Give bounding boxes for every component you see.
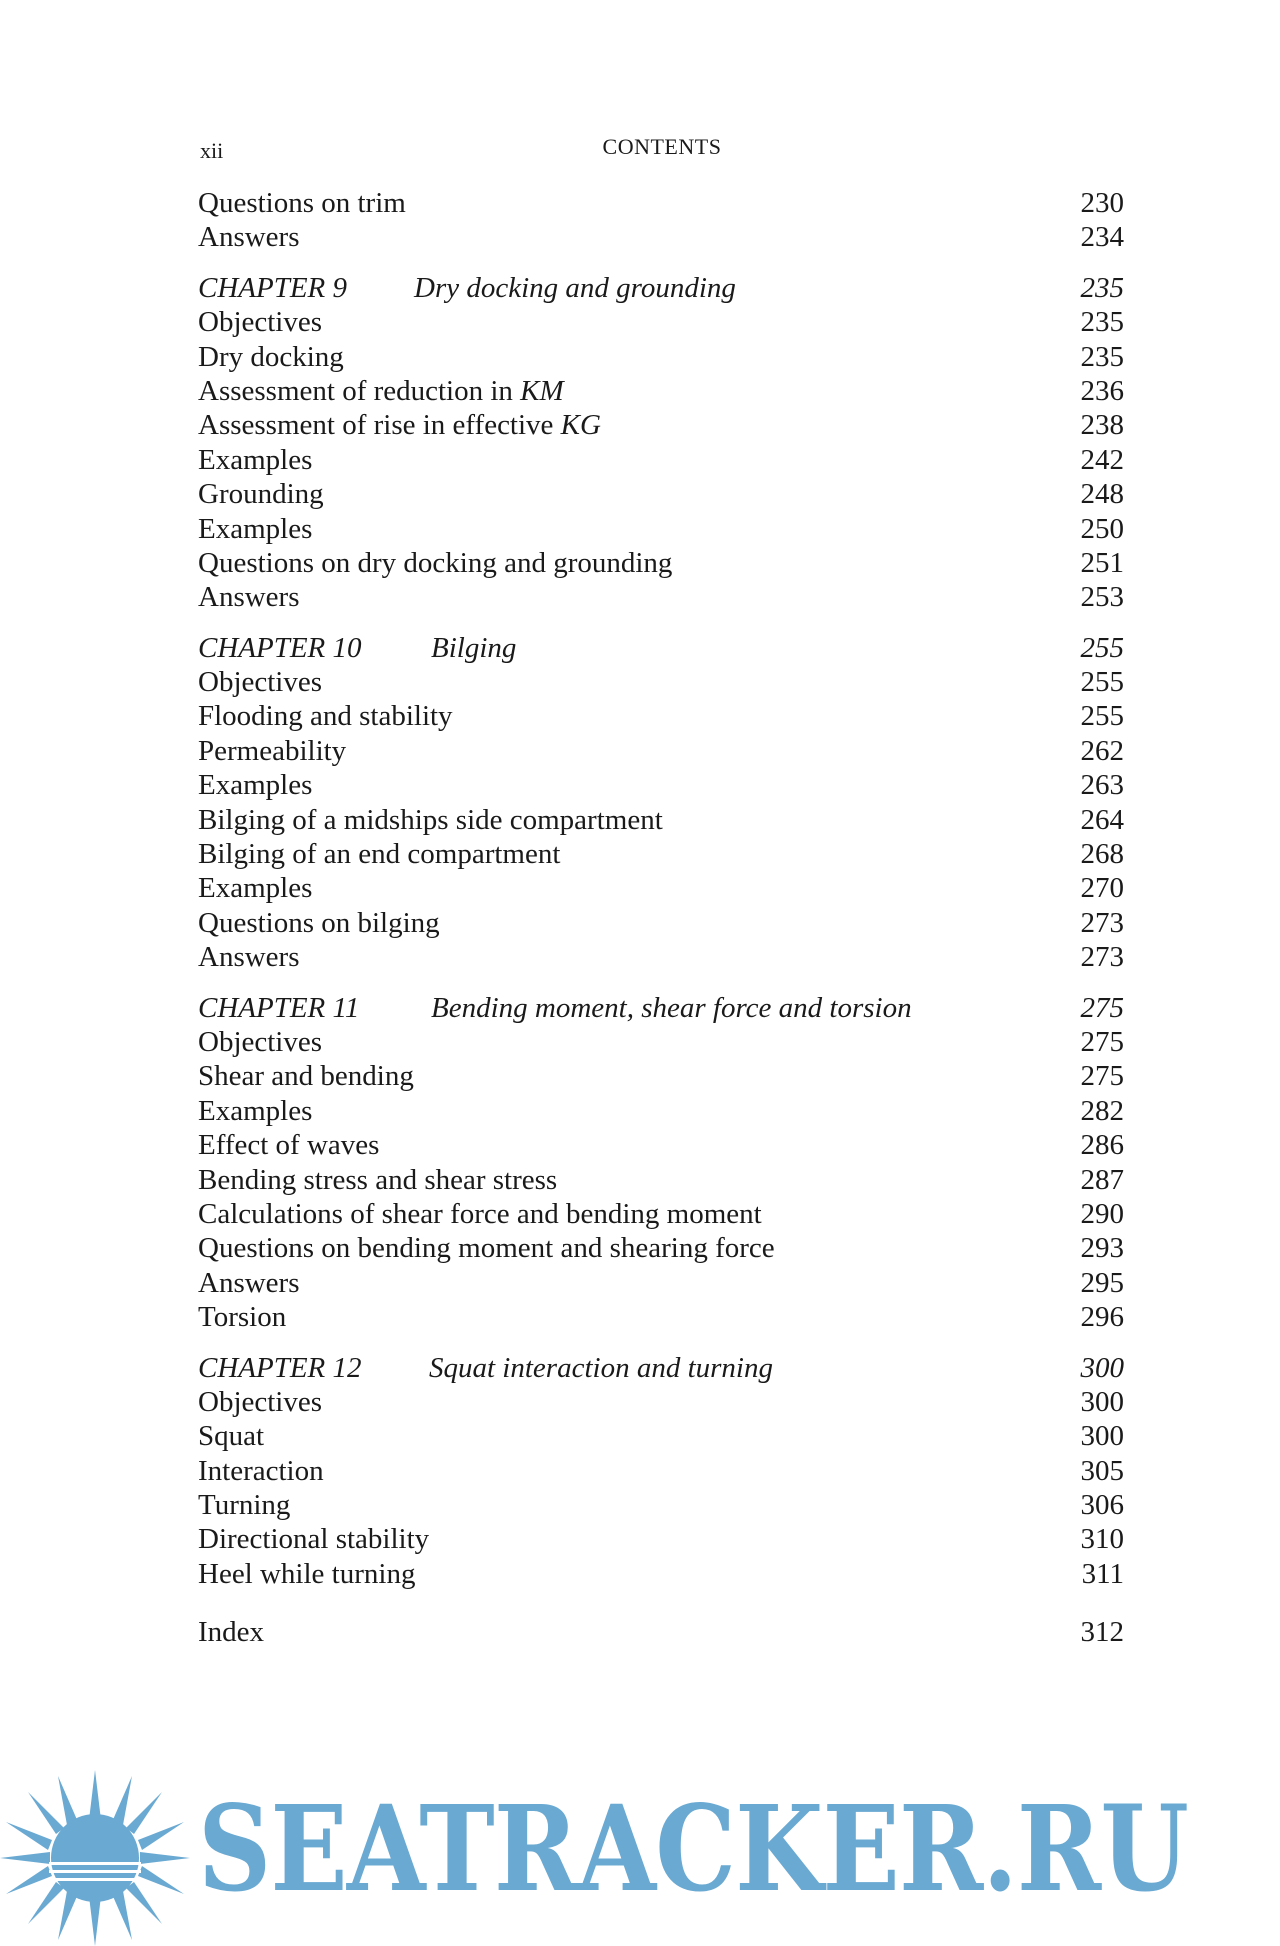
toc-entry — [198, 1454, 1124, 1488]
entry-title: Calculations of shear force and bending moment — [198, 1197, 762, 1230]
chapter-heading — [198, 631, 1124, 665]
entry-page: 273 — [1080, 941, 1124, 974]
entry-title: Examples — [198, 512, 313, 545]
entry-page: 305 — [1080, 1454, 1124, 1487]
toc-entry-index — [198, 1615, 1124, 1649]
entry-page: 275 — [1080, 1060, 1124, 1093]
toc-entry — [198, 1197, 1124, 1231]
entry-page: 242 — [1080, 443, 1124, 476]
toc-entry — [198, 305, 1124, 339]
watermark-text: SEATRACKER.RU — [198, 1779, 1189, 1918]
chapter-title: Bending moment, shear force and torsion — [431, 991, 912, 1024]
entry-title: Bilging of an end compartment — [198, 838, 561, 871]
entry-title: Questions on dry docking and grounding — [198, 546, 673, 579]
entry-title: Torsion — [198, 1301, 287, 1334]
entry-title: Examples — [198, 872, 313, 905]
chapter-page: 255 — [1080, 631, 1124, 664]
chapter-title: Bilging — [431, 631, 517, 664]
toc-entry — [198, 1231, 1124, 1265]
entry-title: Bending stress and shear stress — [198, 1163, 558, 1196]
toc-entry — [198, 546, 1124, 580]
entry-title: Examples — [198, 769, 313, 802]
toc-entry — [198, 1094, 1124, 1128]
entry-title: Dry docking — [198, 340, 344, 373]
entry-page: 300 — [1080, 1420, 1124, 1453]
toc-entry — [198, 1522, 1124, 1556]
toc-entry — [198, 1025, 1124, 1059]
entry-title: Answers — [198, 941, 300, 974]
entry-page: 262 — [1080, 734, 1124, 767]
toc-entry — [198, 477, 1124, 511]
toc-entry — [198, 803, 1124, 837]
entry-title: Objectives — [198, 666, 323, 699]
entry-page: 253 — [1080, 581, 1124, 614]
entry-title: Examples — [198, 1094, 313, 1127]
toc-entry — [198, 186, 1124, 220]
entry-title: Flooding and stability — [198, 700, 453, 733]
running-head: CONTENTS — [602, 134, 722, 159]
entry-title: Answers — [198, 1266, 300, 1299]
chapter-label: CHAPTER 9 — [198, 271, 348, 304]
toc-entry — [198, 871, 1124, 905]
entry-title: Answers — [198, 221, 300, 254]
entry-title: Permeability — [198, 734, 347, 767]
entry-title: Questions on trim — [198, 187, 406, 219]
toc-entry — [198, 1128, 1124, 1162]
entry-page: 295 — [1080, 1266, 1124, 1299]
chapter-title: Dry docking and grounding — [414, 271, 736, 304]
toc-entry — [198, 1488, 1124, 1522]
entry-title: Questions on bending moment and shearing force — [198, 1232, 775, 1265]
toc-entry — [198, 734, 1124, 768]
entry-page: 248 — [1080, 478, 1124, 511]
entry-variable: KM — [520, 374, 564, 407]
toc-entry — [198, 340, 1124, 374]
entry-page: 255 — [1080, 700, 1124, 733]
toc-entry — [198, 1419, 1124, 1453]
toc-entry — [198, 220, 1124, 254]
entry-page: 296 — [1080, 1301, 1124, 1334]
entry-page: 293 — [1080, 1232, 1124, 1265]
entry-title: Objectives — [198, 1025, 323, 1058]
chapter-label: CHAPTER 11 — [198, 991, 360, 1024]
entry-page: 275 — [1080, 1025, 1124, 1058]
chapter-title: Squat interaction and turning — [429, 1351, 773, 1384]
entry-page: 251 — [1080, 546, 1124, 579]
chapter-label: CHAPTER 10 — [198, 631, 362, 664]
entry-page: 264 — [1080, 803, 1124, 836]
chapter-page: 300 — [1080, 1351, 1124, 1384]
entry-page: 290 — [1080, 1197, 1124, 1230]
entry-title-text: Assessment of rise in effective — [198, 409, 554, 442]
toc-entry — [198, 1059, 1124, 1093]
page-folio: xii — [200, 138, 224, 163]
entry-page: 234 — [1080, 221, 1124, 254]
toc-entry — [198, 512, 1124, 546]
entry-page: 312 — [1080, 1616, 1124, 1649]
chapter-heading — [198, 271, 1124, 305]
watermark — [0, 1770, 1280, 1946]
entry-page: 250 — [1080, 512, 1124, 545]
entry-page: 306 — [1080, 1489, 1124, 1522]
toc-entry — [198, 1163, 1124, 1197]
entry-title: Questions on bilging — [198, 906, 440, 939]
entry-page: 230 — [1080, 187, 1124, 219]
toc-entry — [198, 374, 1124, 408]
entry-title: Index — [198, 1616, 265, 1649]
entry-page: 300 — [1080, 1385, 1124, 1418]
entry-title: Examples — [198, 443, 313, 476]
entry-page: 263 — [1080, 769, 1124, 802]
toc-entry — [198, 906, 1124, 940]
entry-title: Grounding — [198, 478, 324, 511]
entry-title: Turning — [198, 1489, 291, 1522]
entry-title — [198, 408, 601, 442]
toc-entry — [198, 580, 1124, 614]
sun-icon — [0, 1770, 190, 1946]
entry-title — [198, 374, 564, 408]
entry-page: 235 — [1080, 306, 1124, 339]
entry-title: Bilging of a midships side compartment — [198, 803, 663, 836]
entry-page: 282 — [1080, 1094, 1124, 1127]
page-header — [200, 134, 1124, 168]
entry-title: Objectives — [198, 306, 323, 339]
entry-title: Effect of waves — [198, 1129, 380, 1162]
entry-page: 238 — [1080, 409, 1124, 442]
toc-entry — [198, 1557, 1124, 1591]
entry-title: Squat — [198, 1420, 265, 1453]
chapter-heading — [198, 1351, 1124, 1385]
chapter-label: CHAPTER 12 — [198, 1351, 362, 1384]
entry-page: 310 — [1080, 1523, 1124, 1556]
toc-entry — [198, 768, 1124, 802]
entry-page: 255 — [1080, 666, 1124, 699]
entry-page: 286 — [1080, 1129, 1124, 1162]
toc-entry — [198, 940, 1124, 974]
toc-entry — [198, 837, 1124, 871]
entry-page: 235 — [1080, 340, 1124, 373]
entry-title: Answers — [198, 581, 300, 614]
entry-title-text: Assessment of reduction in — [198, 374, 513, 407]
entry-title: Heel while turning — [198, 1557, 416, 1590]
toc-entry — [198, 443, 1124, 477]
chapter-page: 275 — [1080, 991, 1124, 1024]
entry-title: Objectives — [198, 1385, 323, 1418]
entry-title: Shear and bending — [198, 1060, 414, 1093]
chapter-heading — [198, 991, 1124, 1025]
entry-title: Interaction — [198, 1454, 324, 1487]
table-of-contents — [198, 186, 1124, 1650]
entry-page: 311 — [1081, 1557, 1124, 1590]
entry-page: 273 — [1080, 906, 1124, 939]
toc-entry — [198, 1385, 1124, 1419]
chapter-page: 235 — [1080, 271, 1124, 304]
toc-entry — [198, 699, 1124, 733]
toc-entry — [198, 408, 1124, 442]
entry-page: 268 — [1080, 838, 1124, 871]
toc-entry — [198, 665, 1124, 699]
entry-title: Directional stability — [198, 1523, 430, 1556]
toc-entry — [198, 1266, 1124, 1300]
entry-page: 270 — [1080, 872, 1124, 905]
entry-variable: KG — [560, 409, 601, 442]
entry-page: 236 — [1080, 374, 1124, 407]
toc-entry — [198, 1300, 1124, 1334]
entry-page: 287 — [1080, 1163, 1124, 1196]
